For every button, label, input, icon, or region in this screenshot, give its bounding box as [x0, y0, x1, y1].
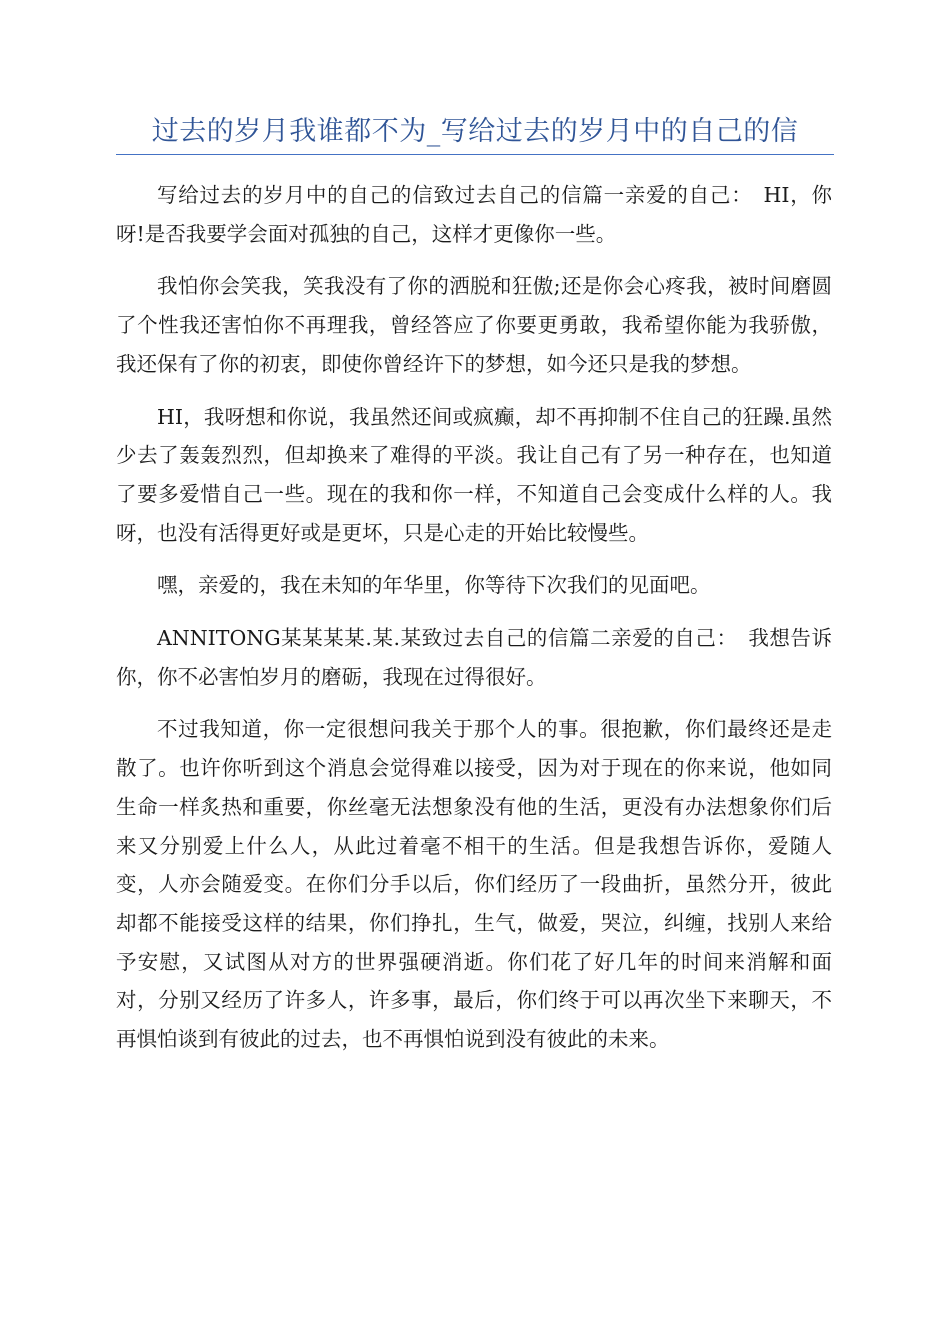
paragraph-6: 不过我知道，你一定很想问我关于那个人的事。很抱歉，你们最终还是走散了。也许你听到这个消息会觉得难以接受，因为对于现在的你来说，他如同生命一样炙热和重要，你丝毫无法想象没有他的生活，更没有办法想象你们后来又分别爱上什么人，从此过着毫不相干的生活。但是我想告诉你，爱随人变，人亦会随爱变。在你们分手以后，你们经历了一段曲折，虽然分开，彼此却都不能接受这样的结果，你们挣扎，生气，做爱，哭泣，纠缠，找别人来给予安慰，又试图从对方的世界强硬消逝。你们花了好几年的时间来消解和面对，分别又经历了许多人，许多事，最后，你们终于可以再次坐下来聊天，不再惧怕谈到有彼此的过去，也不再惧怕说到没有彼此的未来。: [116, 717, 832, 1052]
paragraph-1: 写给过去的岁月中的自己的信致过去自己的信篇一亲爱的自己： HI，你呀!是否我要学会面对孤独的自己，这样才更像你一些。: [116, 183, 832, 246]
paragraph-3: HI，我呀想和你说，我虽然还间或疯癫，却不再抑制不住自己的狂躁.虽然少去了轰轰烈烈，但却换来了难得的平淡。我让自己有了另一种存在，也知道了要多爱惜自己一些。现在的我和你一样，不知道自己会变成什么样的人。我呀，也没有活得更好或是更坏，只是心走的开始比较慢些。: [116, 404, 832, 545]
paragraph-2: 我怕你会笑我，笑我没有了你的洒脱和狂傲;还是你会心疼我，被时间磨圆了个性我还害怕你不再理我，曾经答应了你要更勇敢，我希望你能为我骄傲，我还保有了你的初衷，即使你曾经许下的梦想，如今还只是我的梦想。: [116, 274, 832, 376]
title-underline: [116, 154, 834, 155]
paragraph-5: ANNITONG某某某某.某.某致过去自己的信篇二亲爱的自己： 我想告诉你，你不必害怕岁月的磨砺，我现在过得很好。: [116, 626, 832, 689]
paragraph-4: 嘿，亲爱的，我在未知的年华里，你等待下次我们的见面吧。: [157, 573, 711, 598]
document-title: 过去的岁月我谁都不为_写给过去的岁月中的自己的信: [151, 116, 799, 147]
document-body: [116, 176, 832, 1073]
